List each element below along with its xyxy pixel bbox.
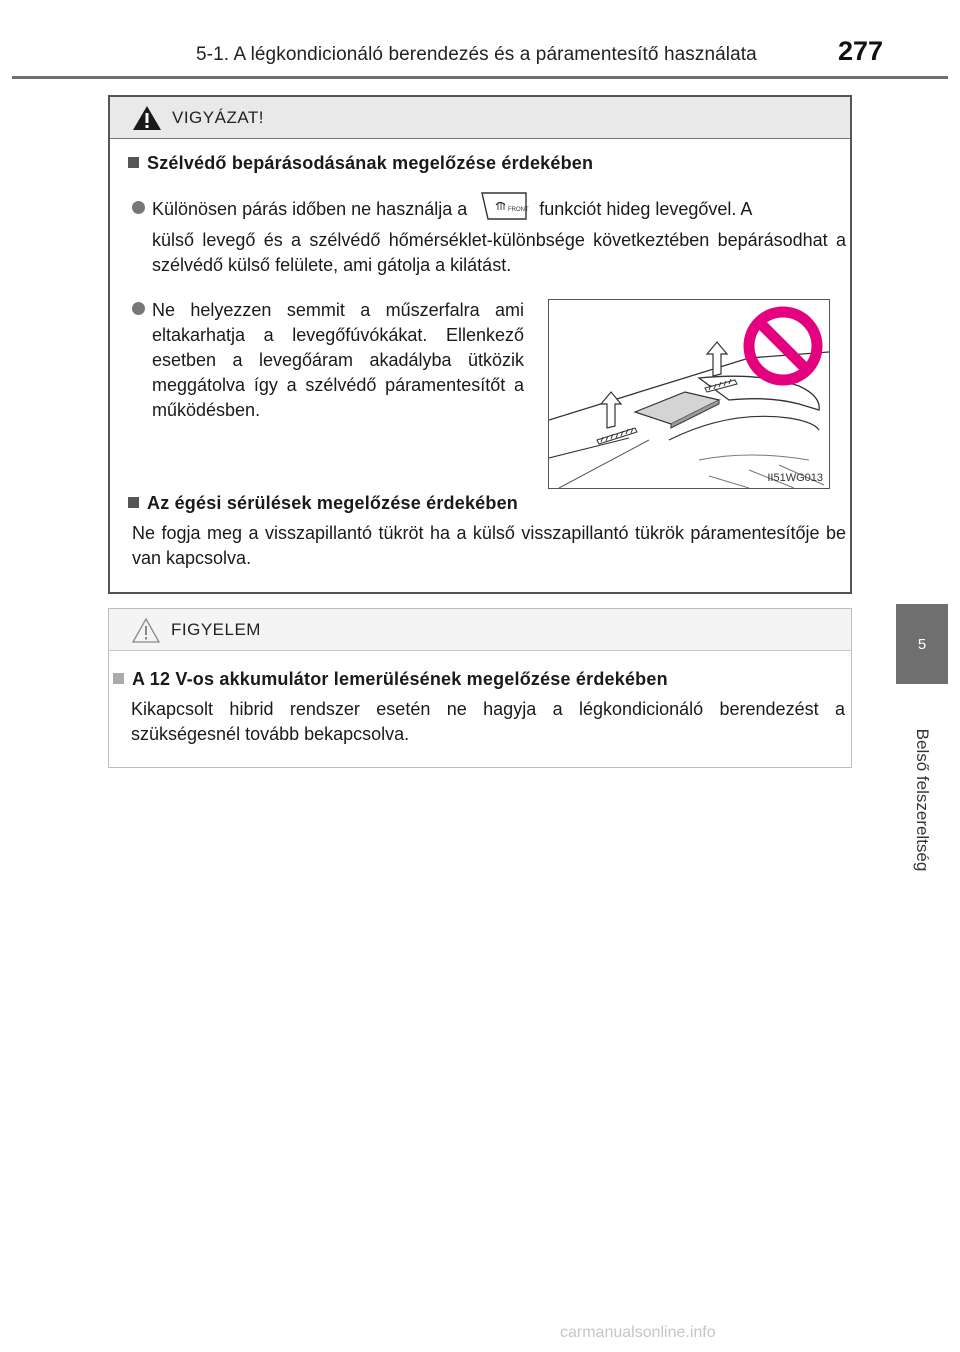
warning-heading: VIGYÁZAT! <box>172 107 265 127</box>
section-burn-text: Ne fogja meg a visszapillantó tükröt ha a külső visszapillantó tükrök páramentesítője be van kapcsolva. <box>132 523 846 568</box>
warning-header <box>110 97 850 139</box>
square-bullet-icon <box>113 673 124 684</box>
notice-header <box>109 609 851 651</box>
dashboard-illustration <box>548 299 830 489</box>
square-bullet-icon <box>128 497 139 508</box>
header-divider <box>12 76 948 79</box>
round-bullet-icon <box>132 302 145 315</box>
dashboard-vents-drawing <box>549 300 829 488</box>
prohibition-icon <box>749 312 817 380</box>
chapter-label: Belső felszereltség <box>913 728 932 872</box>
running-header: 5-1. A légkondicionáló berendezés és a páramentesítő használata <box>196 44 757 65</box>
front-defogger-button-icon <box>478 191 530 221</box>
chapter-tab[interactable] <box>896 604 948 684</box>
vent-strip-left <box>597 428 637 444</box>
chapter-number: 5 <box>917 635 927 653</box>
section-defog-title: Szélvédő bepárásodásának megelőzése érdekében <box>128 153 593 174</box>
warning-box <box>108 95 852 594</box>
section-burn-title: Az égési sérülések megelőzése érdekében <box>128 493 518 514</box>
warning-triangle-icon <box>132 105 162 131</box>
bullet-humid-weather: Különösen párás időben ne használja a FRONT funkciót hideg levegővel. A <box>132 197 846 222</box>
page-number: 277 <box>838 36 884 66</box>
site-watermark: carmanualsonline.info <box>560 1324 716 1341</box>
caution-triangle-icon <box>131 617 161 643</box>
square-bullet-icon <box>128 157 139 168</box>
section-battery-text: Kikapcsolt hibrid rendszer esetén ne hagyja a légkondicionáló berendezést a szükségesnél tovább bekapcsolva. <box>131 699 845 744</box>
bullet-humid-weather-cont: külső levegő és a szélvédő hőmérséklet-különbsége következtében bepárásodhat a szélvédő külső felülete, ami gátolja a kilátást. <box>152 230 846 275</box>
figure-id: II51WG013 <box>767 472 823 484</box>
section-battery-title: A 12 V-os akkumulátor lemerülésének megelőzése érdekében <box>113 669 668 690</box>
notice-box <box>108 608 852 768</box>
round-bullet-icon <box>132 201 145 214</box>
bullet-dashboard: Ne helyezzen semmit a műszerfalra ami eltakarhatja a levegőfúvókákat. Ellenkező esetben a levegőáram akadályba ütközik meggátolva így a szélvédő páramentesítőt a működésben. <box>132 298 524 423</box>
svg-text:FRONT: FRONT <box>508 207 529 214</box>
notice-heading: FIGYELEM <box>171 619 261 639</box>
